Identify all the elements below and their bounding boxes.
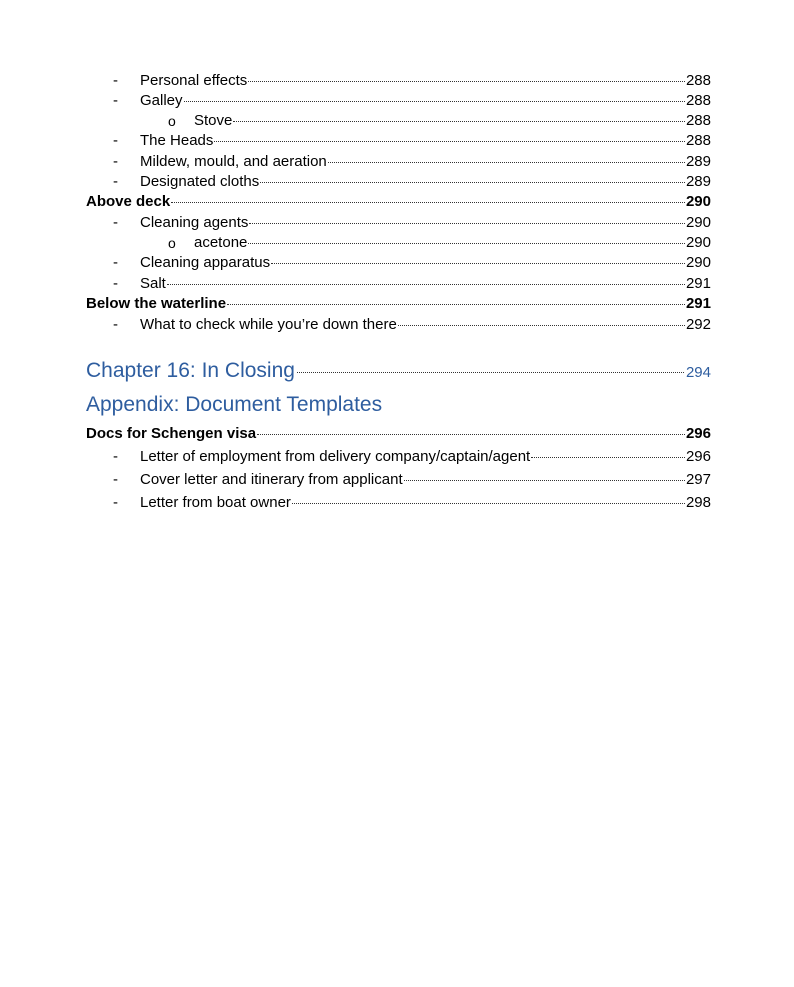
toc-page-number: 290	[685, 193, 711, 210]
dot-leader	[184, 101, 685, 102]
toc-entry-cover-letter[interactable]	[113, 470, 711, 490]
toc-entry-label: Cover letter and itinerary from applicant	[140, 471, 403, 488]
toc-page-number: 288	[685, 72, 711, 89]
dash-bullet: -	[113, 92, 118, 109]
toc-entry-acetone[interactable]	[168, 233, 711, 253]
dot-leader	[248, 243, 685, 244]
toc-page-number: 290	[685, 214, 711, 231]
toc-page-number: 294	[685, 364, 711, 381]
toc-entry-cleaning-apparatus[interactable]	[113, 253, 711, 273]
dash-bullet: -	[113, 471, 118, 488]
dot-leader	[328, 162, 685, 163]
toc-entry-label: Cleaning agents	[140, 214, 249, 231]
dash-bullet: -	[113, 132, 118, 149]
toc-entry-personal-effects[interactable]	[113, 71, 711, 91]
dash-bullet: -	[113, 72, 118, 89]
toc-entry-designated-cloths[interactable]	[113, 172, 711, 192]
toc-entry-label: Letter of employment from delivery company/captain/agent	[140, 448, 531, 465]
circle-bullet: o	[168, 113, 176, 129]
toc-entry-label: acetone	[194, 234, 248, 251]
toc-entry-label: What to check while you’re down there	[140, 316, 397, 333]
toc-entry-label: Letter from boat owner	[140, 494, 291, 511]
toc-heading-schengen-docs[interactable]	[86, 424, 711, 444]
toc-entry-label: Docs for Schengen visa	[86, 425, 257, 442]
dot-leader	[531, 457, 685, 458]
dot-leader	[297, 372, 684, 373]
dot-leader	[171, 202, 685, 203]
toc-entry-the-heads[interactable]	[113, 131, 711, 151]
toc-entry-mildew[interactable]	[113, 152, 711, 172]
toc-entry-salt[interactable]	[113, 274, 711, 294]
dot-leader	[167, 284, 685, 285]
toc-entry-stove[interactable]	[168, 111, 711, 131]
toc-page-number: 292	[685, 316, 711, 333]
dot-leader	[214, 141, 685, 142]
toc-page-number: 291	[685, 295, 711, 312]
toc-entry-what-to-check[interactable]	[113, 315, 711, 335]
dot-leader	[233, 121, 685, 122]
circle-bullet: o	[168, 235, 176, 251]
toc-page-number: 288	[685, 112, 711, 129]
toc-entry-label: Below the waterline	[86, 295, 227, 312]
toc-entry-label: Stove	[194, 112, 233, 129]
toc-entry-label: Above deck	[86, 193, 171, 210]
toc-entry-label: Designated cloths	[140, 173, 260, 190]
dot-leader	[249, 223, 685, 224]
dot-leader	[271, 263, 685, 264]
toc-heading-below-waterline[interactable]	[86, 294, 711, 314]
toc-entry-label: Personal effects	[140, 72, 248, 89]
toc-entry-galley[interactable]	[113, 91, 711, 111]
dot-leader	[257, 434, 685, 435]
toc-page-number: 288	[685, 132, 711, 149]
dash-bullet: -	[113, 448, 118, 465]
toc-entry-label: Galley	[140, 92, 183, 109]
toc-entry-label: Mildew, mould, and aeration	[140, 153, 327, 170]
toc-page-number: 290	[685, 254, 711, 271]
dash-bullet: -	[113, 494, 118, 511]
toc-appendix[interactable]	[86, 391, 711, 419]
dash-bullet: -	[113, 275, 118, 292]
toc-appendix-label: Appendix: Document Templates	[86, 393, 383, 416]
toc-page-number: 297	[685, 471, 711, 488]
dot-leader	[227, 304, 685, 305]
dash-bullet: -	[113, 173, 118, 190]
toc-entry-letter-from-boat-owner[interactable]	[113, 493, 711, 513]
toc-page-number: 296	[685, 448, 711, 465]
toc-chapter-label: Chapter 16: In Closing	[86, 359, 295, 382]
toc-page-number: 289	[685, 173, 711, 190]
toc-page-number: 291	[685, 275, 711, 292]
toc-page-number: 288	[685, 92, 711, 109]
dot-leader	[292, 503, 685, 504]
toc-entry-label: The Heads	[140, 132, 214, 149]
dot-leader	[260, 182, 685, 183]
toc-page-number: 298	[685, 494, 711, 511]
toc-page-number: 290	[685, 234, 711, 251]
dash-bullet: -	[113, 254, 118, 271]
dash-bullet: -	[113, 214, 118, 231]
dash-bullet: -	[113, 316, 118, 333]
dash-bullet: -	[113, 153, 118, 170]
dot-leader	[248, 81, 685, 82]
toc-page-number: 289	[685, 153, 711, 170]
toc-heading-above-deck[interactable]	[86, 192, 711, 212]
toc-chapter-16[interactable]	[86, 357, 711, 385]
toc-page-number: 296	[685, 425, 711, 442]
dot-leader	[398, 325, 685, 326]
toc-entry-label: Cleaning apparatus	[140, 254, 271, 271]
toc-entry-label: Salt	[140, 275, 166, 292]
toc-entry-cleaning-agents[interactable]	[113, 213, 711, 233]
toc-entry-letter-of-employment[interactable]	[113, 447, 711, 467]
dot-leader	[404, 480, 685, 481]
